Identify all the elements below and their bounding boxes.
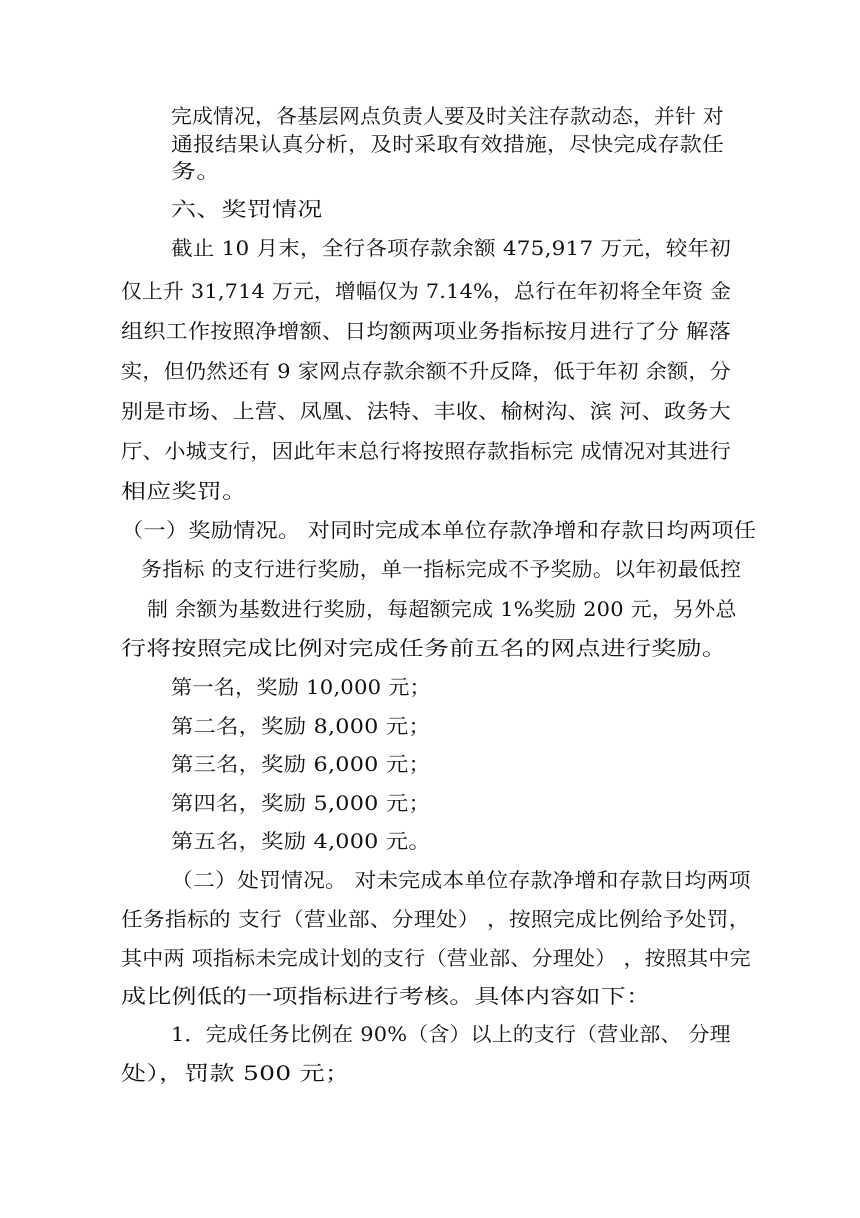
list-item: 第五名，奖励 4,000 元。 [171,829,431,853]
text-line: 通报结果认真分析，及时采取有效措施，尽快完成存款任 [171,132,724,156]
section-heading: 六、奖罚情况 [171,197,323,221]
text-line: 截止 10 月末，全行各项存款余额 475,917 万元，较年初 [171,236,731,260]
text-line: 制 余额为基数进行奖励，每超额完成 1%奖励 200 元，另外总 [147,597,737,621]
text-line: 成比例低的一项指标进行考核。具体内容如下： [121,984,652,1008]
text-line: 别是市场、上营、凤凰、法特、丰收、榆树沟、滨 河、政务大 [121,399,731,423]
text-line: 务。 [171,159,222,183]
list-item: 第四名，奖励 5,000 元； [171,791,431,815]
text-line: 实，但仍然还有 9 家网点存款余额不升反降，低于年初 余额，分 [121,359,731,383]
text-line: 行将按照完成比例对完成任务前五名的网点进行奖励。 [121,636,728,660]
text-line: 其中两 项指标未完成计划的支行（营业部、分理处） ，按照其中完 [121,946,751,970]
text-line: 完成情况，各基层网点负责人要及时关注存款动态，并针 对 [171,104,724,128]
list-item: 第一名，奖励 10,000 元； [171,675,431,699]
subsection-heading: （二）处罚情况。 对未完成本单位存款净增和存款日均两项 [171,868,751,892]
text-line: 相应奖罚。 [121,479,248,503]
text-line: 务指标 的支行进行奖励，单一指标完成不予奖励。以年初最低控 [141,557,742,581]
text-line: 仅上升 31,714 万元，增幅仅为 7.14%，总行在年初将全年资 金 [121,279,732,303]
list-item: 第三名，奖励 6,000 元； [171,752,431,776]
text-line: 厅、小城支行，因此年末总行将按照存款指标完 成情况对其进行 [121,439,732,463]
text-line: 处），罚款 500 元； [121,1061,351,1085]
numbered-item: 1．完成任务比例在 90%（含）以上的支行（营业部、 分理 [171,1022,731,1046]
list-item: 第二名，奖励 8,000 元； [171,714,431,738]
text-line: 任务指标的 支行（营业部、分理处） ，按照完成比例给予处罚， [121,907,751,931]
text-line: 组织工作按照净增额、日均额两项业务指标按月进行了分 解落 [121,319,731,343]
subsection-heading: （一）奖励情况。 对同时完成本单位存款净增和存款日均两项任 [121,518,757,542]
